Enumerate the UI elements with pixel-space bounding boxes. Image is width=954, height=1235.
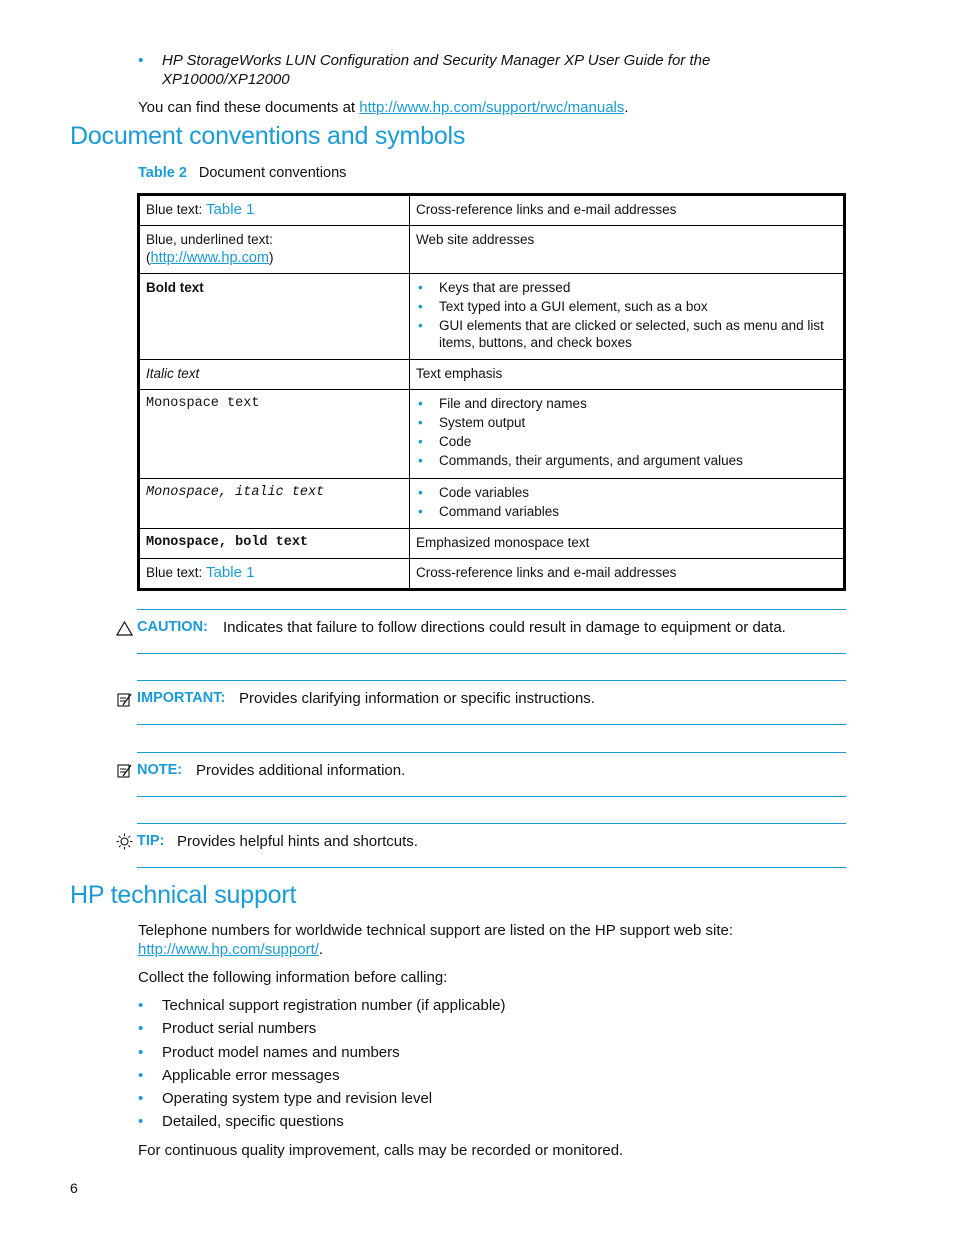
support-paragraph: Telephone numbers for worldwide technical support are listed on the HP support web site: http://www.hp.com/support/. bbox=[138, 922, 734, 958]
list-item: • Commands, their arguments, and argument values bbox=[418, 453, 743, 468]
note-label: NOTE: bbox=[137, 762, 183, 778]
tip-text: Provides helpful hints and shortcuts. bbox=[177, 833, 418, 850]
manuals-link[interactable]: http://www.hp.com/support/rwc/manuals bbox=[359, 99, 625, 116]
list-item: • Operating system type and revision level bbox=[138, 1090, 433, 1108]
table-cell: Monospace text bbox=[139, 390, 410, 479]
table-cell bbox=[410, 390, 845, 479]
table-row bbox=[139, 559, 845, 590]
note-notice bbox=[137, 752, 846, 797]
important-notice bbox=[137, 680, 846, 725]
tip-label: TIP: bbox=[137, 833, 165, 849]
table-1-link[interactable]: Table 1 bbox=[206, 564, 255, 581]
important-text: Provides clarifying information or specific instructions. bbox=[239, 690, 595, 707]
section-heading-conventions: Document conventions and symbols bbox=[70, 122, 466, 150]
intro-bullet-line2: XP10000/XP12000 bbox=[162, 71, 290, 88]
intro-bullet-line1: HP StorageWorks LUN Configuration and Security Manager XP User Guide for the bbox=[162, 52, 711, 69]
list-item: • Code bbox=[418, 434, 472, 449]
list-item: • File and directory names bbox=[418, 396, 587, 411]
tip-notice bbox=[137, 823, 846, 868]
table-cell bbox=[410, 274, 845, 360]
list-item: • System output bbox=[418, 415, 526, 430]
table-caption-label: Table 2 bbox=[138, 165, 187, 181]
caution-label: CAUTION: bbox=[137, 619, 208, 635]
table-cell: Monospace, bold text bbox=[139, 529, 410, 559]
table-cell bbox=[410, 479, 845, 529]
table-cell: Blue text: Table 1 bbox=[139, 559, 410, 590]
table-caption-text: Document conventions bbox=[198, 165, 347, 181]
support-link[interactable]: http://www.hp.com/support/ bbox=[138, 941, 319, 958]
section-heading-support: HP technical support bbox=[70, 881, 297, 909]
list-item: • Product model names and numbers bbox=[138, 1043, 400, 1061]
list-item: • Text typed into a GUI element, such as a box bbox=[418, 299, 708, 314]
table-cell: Bold text bbox=[139, 274, 410, 360]
table-row bbox=[139, 360, 845, 390]
conventions-table bbox=[137, 193, 846, 591]
table-cell: Blue, underlined text: (http://www.hp.com) bbox=[139, 226, 410, 274]
list-item: • Product serial numbers bbox=[138, 1020, 317, 1038]
notepad-icon bbox=[116, 762, 133, 779]
caution-text: Indicates that failure to follow directions could result in damage to equipment or data. bbox=[223, 619, 786, 636]
table-1-link[interactable]: Table 1 bbox=[206, 201, 255, 218]
list-item: • GUI elements that are clicked or selected, such as menu and list items, buttons, and check boxes bbox=[418, 318, 824, 350]
table-row bbox=[139, 226, 845, 274]
support-bullet-list bbox=[138, 996, 506, 1136]
list-item: • Keys that are pressed bbox=[418, 280, 571, 295]
list-item: • Command variables bbox=[418, 504, 560, 519]
bullet-dot: • bbox=[138, 52, 144, 69]
important-label: IMPORTANT: bbox=[137, 690, 226, 706]
caution-notice bbox=[137, 609, 846, 654]
list-item: • Technical support registration number (if applicable) bbox=[138, 997, 506, 1014]
table-cell: Text emphasis bbox=[410, 360, 845, 390]
table-row bbox=[139, 479, 845, 529]
table-row bbox=[139, 195, 845, 226]
table-cell: Monospace, italic text bbox=[139, 479, 410, 529]
notepad-icon bbox=[116, 691, 133, 708]
table-cell: Italic text bbox=[139, 360, 410, 390]
intro-bullet bbox=[138, 51, 954, 89]
table-row bbox=[139, 390, 845, 479]
find-documents-paragraph: You can find these documents at http://www.hp.com/support/rwc/manuals. bbox=[138, 99, 629, 116]
quality-paragraph: For continuous quality improvement, calls may be recorded or monitored. bbox=[138, 1142, 624, 1159]
page-number: 6 bbox=[70, 1180, 78, 1196]
list-item: • Applicable error messages bbox=[138, 1066, 340, 1084]
note-text: Provides additional information. bbox=[196, 762, 406, 779]
collect-paragraph: Collect the following information before calling: bbox=[138, 969, 448, 986]
table-cell: Cross-reference links and e-mail addresses bbox=[410, 195, 845, 226]
list-item: • Code variables bbox=[418, 485, 530, 500]
table-caption bbox=[138, 165, 346, 181]
caution-triangle-icon bbox=[116, 620, 133, 637]
hp-com-link[interactable]: http://www.hp.com bbox=[150, 250, 269, 266]
table-row bbox=[139, 274, 845, 360]
table-cell: Emphasized monospace text bbox=[410, 529, 845, 559]
table-cell: Cross-reference links and e-mail addresses bbox=[410, 559, 845, 590]
list-item: • Detailed, specific questions bbox=[138, 1113, 344, 1131]
table-cell: Blue text: Table 1 bbox=[139, 195, 410, 226]
lightbulb-icon bbox=[116, 833, 133, 850]
table-cell: Web site addresses bbox=[410, 226, 845, 274]
table-row bbox=[139, 529, 845, 559]
